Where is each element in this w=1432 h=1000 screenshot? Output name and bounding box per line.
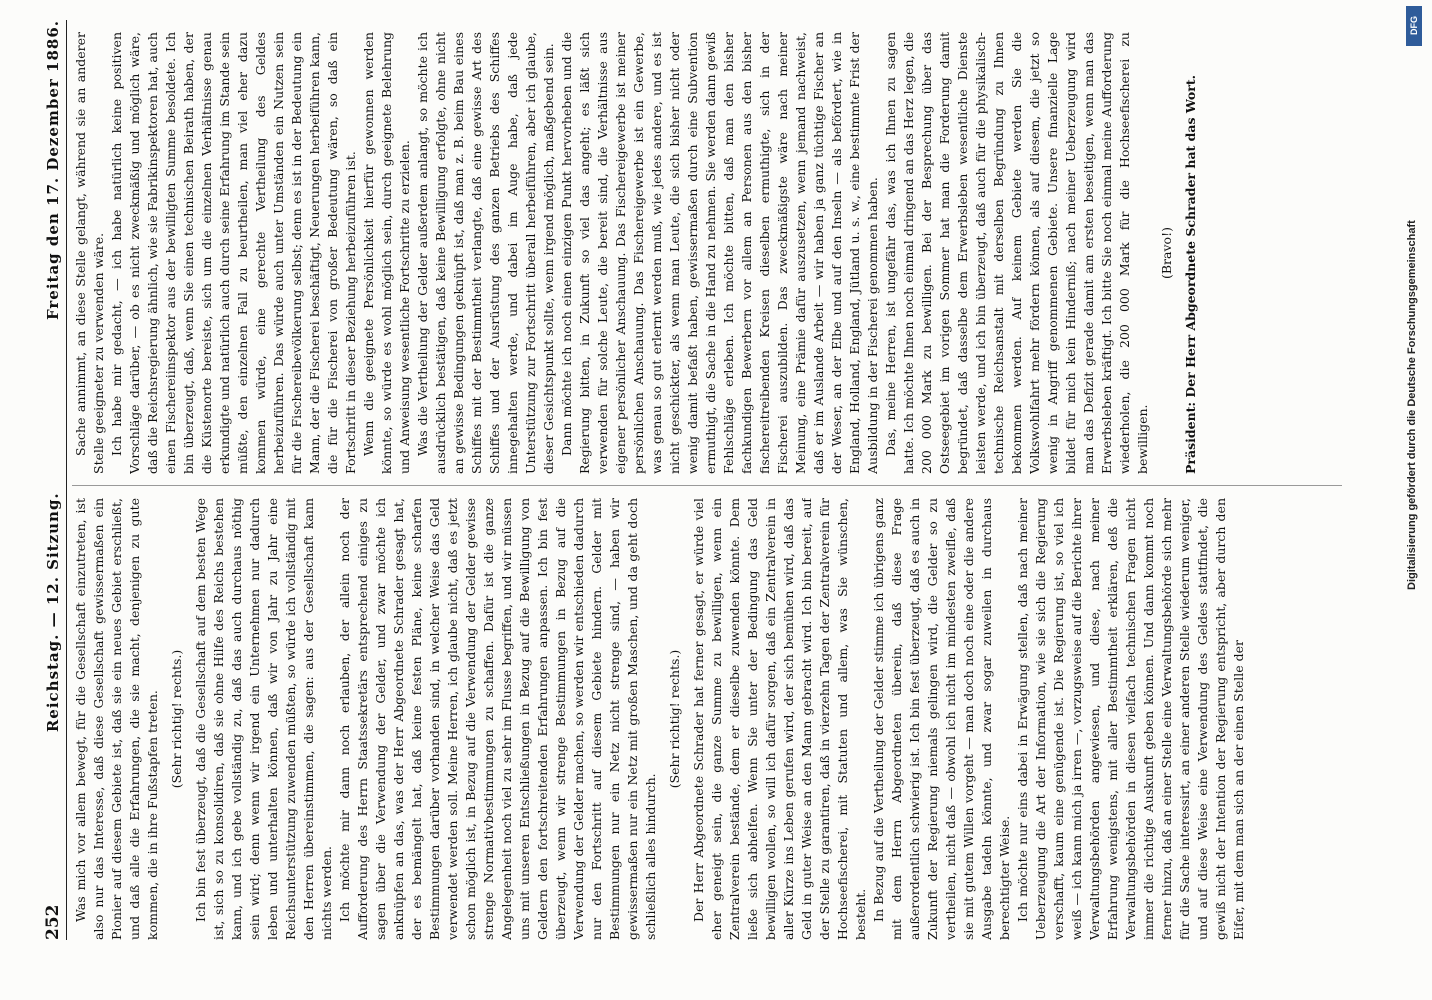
paragraph: Ich bin fest überzeugt, daß die Gesellschaft auf dem besten Wege ist, sich so zu konsolidiren, daß sie ohne Hilfe des Reichs bestehen kann, und ich gebe vollständig zu, daß das auch durchaus nöthig sein wird; denn wenn wir irgend ein Unternehmen nur dadurch leben und unterhalten können, daß wir von Jahr zu Jahr eine Reichsunterstützung zuwenden müßten, so würde ich vollständig mit den Herren übereinstimmen, die sagen: aus der Gesellschaft kann nichts werden. — [193, 498, 334, 940]
paragraph: Der Herr Abgeordnete Schrader hat ferner gesagt, er würde viel eher geneigt sein, die ganze Summe zu bewilligen, wenn ein Zentralverein bestände, dem er dieselbe zuwenden könnte. Dem ließe sich abhelfen. Wenn Sie unter der Bedingung das Geld bewilligen wollen, so will ich dafür sorgen, daß ein Zentralverein in aller Kürze ins Leben gerufen wird, der sich bemühen wird, daß das Geld in guter Weise an den Mann gebracht wird. Ich bin bereit, auf der Stelle zu garantiren, daß in vierzehn Tagen der Zentralverein für Hochseefischerei, mit Statuten und allem, was Sie wünschen, besteht. — [691, 498, 868, 940]
paragraph: Wenn die geeignete Persönlichkeit hierfür gewonnen werden könnte, so würde es wohl möglich sein, durch geeignete Belehrung und Anweisung wesentliche Fortschritte zu erzielen. — [361, 32, 412, 474]
speaker-paragraph: Präsident: Der Herr Abgeordnete Schrader hat das Wort. — [1183, 75, 1198, 474]
page-header — [40, 20, 67, 940]
interjection: (Sehr richtig! rechts.) — [667, 649, 682, 789]
text-column-left — [72, 498, 1342, 940]
paragraph: Das, meine Herren, ist ungefähr das, was ich Ihnen zu sagen hatte. Ich möchte Ihnen noch einmal dringend an das Herz legen, die 200 000 Mark zu bewilligen. Bei der Besprechung über das Ostseegebiet im vorigen Sommer hat man die Forderung damit begründet, daß dasselbe dem Erwerbsleben wesentliche Dienste leisten werde, und ich bin überzeugt, daß auch für die physikalisch-technische Reichsanstalt mit derselben Begründung zu Ihnen bekommen werden. Auf keinem Gebiete werden Sie die Volkswohlfahrt mehr fördern können, als auf diesem, die jetzt so wenig in Angriff genommenen Gebiete. Unsere finanzielle Lage bildet für mich kein Hinderniß; nach meiner Ueberzeugung wird man das Defizit gerade damit am ersten beseitigen, wenn man das Erwerbsleben kräftigt. Ich bitte Sie noch einmal meine Aufforderung wiederholen, die 200 000 Mark für die Hochseefischerei zu bewilligen. — [883, 32, 1150, 474]
paragraph: Ich möchte nur eins dabei in Erwägung stellen, daß nach meiner Ueberzeugung die Art der Information, wie sie sich die Regierung verschafft, kaum eine genügende ist. Die Regierung ist, so viel ich weiß — ich kann mich ja irren —, vorzugsweise auf die Berichte ihrer Verwaltungsbehörden angewiesen, und diese, nach meiner Erfahrung wenigstens, mit aller Bestimmtheit erklären, deß die Verwaltungsbehörden in diesen vielfach technischen Fragen nicht immer die richtige Auskunft geben können. Und dann kommt noch ferner hinzu, daß an einer Stelle eine Verwaltungsbehörde sich mehr für die Sache interessirt, an einer anderen Stelle wiederum weniger, und auf diese Weise eine Verwendung des Geldes stattfindet, die gewiß nicht der Intention der Regierung entspricht, aber durch den Eifer, mit dem man sich an der einen Stelle der — [1015, 498, 1246, 940]
paragraph: Was die Vertheilung der Gelder außerdem anlangt, so möchte ich ausdrücklich bestätigen, daß keine Bewilligung erfolgte, ohne nicht an gewisse Bedingungen geknüpft ist, daß man z. B. beim Bau eines Schiffes mit der Bestimmtheit verlangte, daß eine gewisse Art des Schiffes und der Ausrüstung des ganzen Betriebs des Schiffes innegehalten werde, und dabei im Auge habe, daß jede Unterstützung zur Fortschritt überall herbeiführen, aber ich glaube, dieser Gesichtspunkt sollte, wenn irgend möglich, maßgebend sein. — [415, 32, 556, 474]
dfg-credit-strip — [1404, 0, 1424, 1000]
rotated-page-content — [40, 20, 1350, 940]
dfg-credit-text: Digitalisierung gefördert durch die Deutsche Forschungsgemeinschaft — [1406, 220, 1418, 590]
text-column-right — [72, 32, 1342, 474]
session-date: Freitag den 17. Dezember 1886. — [44, 20, 62, 320]
paragraph: Sache annimmt, an diese Stelle gelangt, während sie an anderer Stelle geeigneter zu verwenden wäre. — [73, 32, 106, 474]
paragraph: Ich habe mir gedacht, — ich habe natürlich keine positiven Vorschläge darüber, — ob es nicht zweckmäßig und möglich wäre, daß die Reichsregierung ähnlich, wie sie Fabrikinspektoren hat, auch einen Fischereiinspektor aus der bewilligten Summe besoldete. Ich bin überzeugt, daß, wenn Sie einen technischen Beirath haben, der die Küstenorte bereiste, sich um die einzelnen Verhältnisse genau erkundigte und natürlich auch durch seine Erfahrung im Stande sein müßte, den einzelnen Fall zu beurtheilen, man viel eher dazu kommen würde, eine gerechte Vertheilung des Geldes herbeizuführen. Das würde auch unter Umständen ein Nutzen sein für die Fischereibevölkerung selbst; denn es ist in der Bedeutung ein Mann, der die Fischerei beschäftigt, Neuerungen herbeiführen kann, die für die Fischerei von großer Bedeutung wären, so daß ein Fortschritt in dieser Beziehung herbeizuführen ist. — [109, 32, 358, 474]
paragraph: In Bezug auf die Vertheilung der Gelder stimme ich übrigens ganz mit dem Herrn Abgeordneten überein, daß diese Frage außerordentlich schwierig ist. Ich bin fest überzeugt, daß es auch in Zukunft der Regierung niemals gelingen wird, die Gelder so zu vertheilen, nicht daß — obwohl ich nicht im mindesten zweifle, daß sie mit gutem Willen vorgeht — man doch noch eine oder die andere Ausgabe tadeln könnte, und zwar sogar zuweilen in durchaus berechtigter Weise. — [871, 498, 1012, 940]
session-title: Reichstag. — 12. Sitzung. — [44, 492, 62, 733]
dfg-logo: DFG — [1406, 6, 1422, 46]
paragraph: Dann möchte ich noch einen einzigen Punkt hervorheben und die Regierung bitten, in Zukunft so viel das angeht; es läßt sich verwenden für solche Leute, die bereit sind, die Verhältnisse aus eigener persönlicher Anschauung. Das Fischereigewerbe ist meiner persönlichen Anschauung. Das Fischereigewerbe ist ein Gewerbe, was genau so gut erlernt werden muß, wie jedes andere, und es ist nicht geschickter, als wenn man Leute, die sich bisher nicht oder wenig damit befaßt haben, gewissermaßen durch eine Subvention ermuthigt, die Sache in die Hand zu nehmen. Sie werden dann gewiß Fehlschläge erleben. Ich möchte bitten, daß man den bisher fachkundigen Bewerbern vor allem an Personen aus den bisher fischereitreibenden Kreisen dieselben ermuthigte, sich in der Fischerei auszubilden. Das zweckmäßigste wäre nach meiner Meinung, eine Prämie dafür auszusetzen, wenn jemand nachweist, daß er im Auslande Arbeit — wir haben ja ganz tüchtige Fischer an der Weser, an der Elbe und auf den Inseln — als befördert, wie in England, Holland, England, Jütland u. s. w., eine bestimmte Frist der Ausbildung in der Fischerei genommen haben. — [559, 32, 880, 474]
column-divider — [72, 485, 1342, 486]
paragraph: Was mich vor allem bewegt, für die Gesellschaft einzutreten, ist also nur das Interesse, daß diese Gesellschaft gewissermaßen ein Pionier auf diesem Gebiete ist, daß sie ein neues Gebiet erschließt, und daß alle die Erfahrungen, die sie macht, denjenigen zu gute kommen, die in ihre Fußstapfen treten. — [73, 498, 160, 940]
interjection: (Sehr richtig! rechts.) — [169, 649, 184, 789]
interjection: (Bravo!) — [1159, 227, 1174, 279]
page-number: 252 — [43, 904, 63, 940]
paragraph: Ich möchte mir dann noch erlauben, der allein noch der Aufforderung des Herrn Staatssekretärs entsprechend einiges zu sagen über die Verwendung der Gelder, und zwar möchte ich anknüpfen an das, was der Herr Abgeordnete Schrader gesagt hat, der es bemängelt hat, daß keine festen Pläne, keine scharfen Bestimmungen darüber vorhanden sind, in welcher Weise das Geld verwendet werden soll. Meine Herren, ich glaube nicht, daß es jetzt schon möglich ist, in Bezug auf die Verwendung der Gelder gewisse strenge Normativbestimmungen zu schaffen. Dafür ist die ganze Angelegenheit noch viel zu sehr im Flusse begriffen, und wir müssen uns mit unseren Entschließungen in Bezug auf die Bewilligung von Geldern den fortschreitenden Erfahrungen anpassen. Ich bin fest überzeugt, wenn wir strenge Bestimmungen in Bezug auf die Verwendung der Gelder machen, so werden wir entschieden dadurch nur den Fortschritt auf diesem Gebiete hindern. Gelder mit Bestimmungen nur ein Netz nicht strenge sind, — haben wir gewissermaßen nur ein Netz mit großen Maschen, und da geht doch schließlich alles hindurch. — [337, 498, 658, 940]
